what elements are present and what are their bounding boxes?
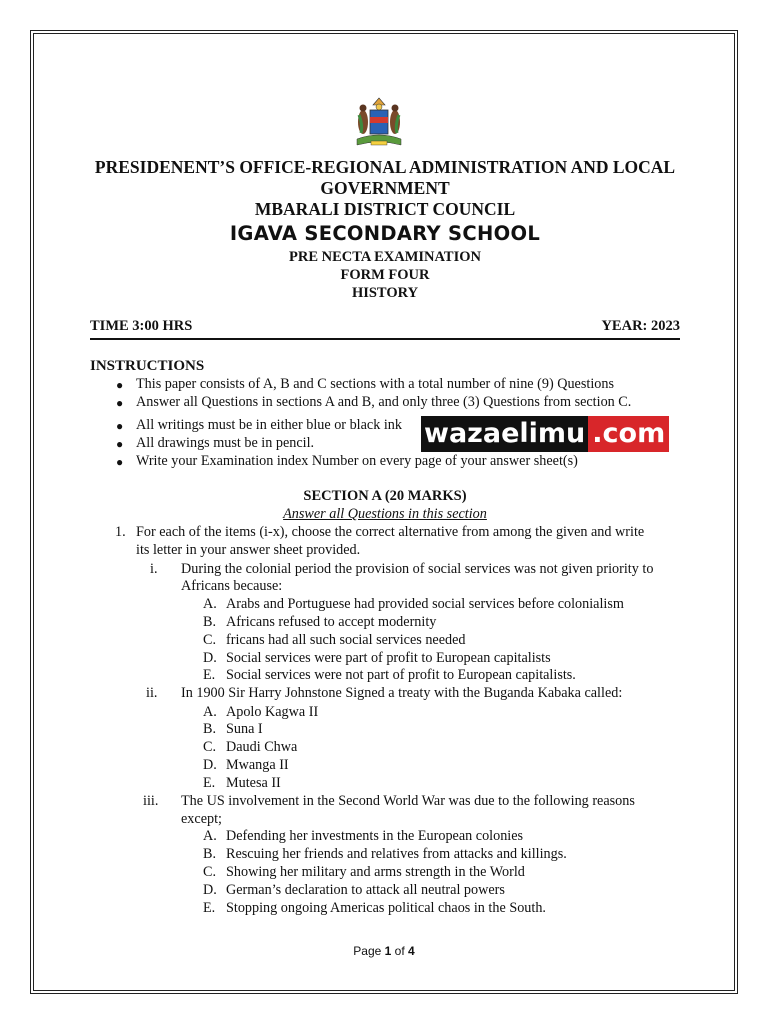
option-text: Apolo Kagwa II <box>226 704 319 720</box>
bullet-icon: ● <box>116 419 124 433</box>
option-text: Mutesa II <box>226 775 281 791</box>
instructions-title: INSTRUCTIONS <box>90 358 205 374</box>
option-letter: D. <box>203 882 217 898</box>
item-stem-line: The US involvement in the Second World War was due to the following reasons <box>181 793 635 809</box>
section-subtitle: Answer all Questions in this section <box>283 506 487 522</box>
option-text: Showing her military and arms strength in the World <box>226 864 525 880</box>
page-footer <box>0 944 768 958</box>
option-text: Suna I <box>226 721 263 737</box>
instruction-item: Write your Examination index Number on every page of your answer sheet(s) <box>136 453 578 469</box>
instruction-item: Answer all Questions in sections A and B, and only three (3) Questions from section C. <box>136 394 632 410</box>
option-letter: D. <box>203 650 217 666</box>
instruction-item: All drawings must be in pencil. <box>136 435 315 451</box>
item-number: ii. <box>146 685 158 701</box>
footer-current-page: 1 <box>384 944 392 958</box>
option-text: Social services were part of profit to European capitalists <box>226 650 551 666</box>
question-text-line: For each of the items (i-x), choose the correct alternative from among the given and write <box>136 524 645 540</box>
section-title: SECTION A (20 MARKS) <box>303 488 467 504</box>
item-stem-line: Africans because: <box>181 578 283 594</box>
option-letter: C. <box>203 739 217 755</box>
item-number: i. <box>150 561 158 577</box>
option-text: Defending her investments in the European colonies <box>226 828 524 844</box>
footer-prefix: Page <box>353 944 385 958</box>
footer-of: of <box>391 944 409 958</box>
exam-title: PRE NECTA EXAMINATION <box>288 249 481 265</box>
option-letter: A. <box>203 596 217 612</box>
header-line-1: PRESIDENENT’S OFFICE-REGIONAL ADMINISTRATION AND LOCAL <box>94 157 676 177</box>
option-text: Daudi Chwa <box>226 739 298 755</box>
option-text: Social services were not part of profit to European capitalists. <box>226 667 576 683</box>
option-letter: C. <box>203 864 217 880</box>
option-letter: E. <box>203 900 216 916</box>
coat-of-arms-emblem <box>351 95 407 151</box>
option-letter: E. <box>203 775 216 791</box>
option-text: German’s declaration to attack all neutral powers <box>226 882 505 898</box>
option-text: Stopping ongoing Americas political chaos in the South. <box>226 900 546 916</box>
option-letter: D. <box>203 757 217 773</box>
option-letter: C. <box>203 632 217 648</box>
footer-total-pages: 4 <box>408 944 415 958</box>
option-text: Africans refused to accept modernity <box>226 614 437 630</box>
header-divider <box>90 338 680 340</box>
bullet-icon: ● <box>116 378 124 392</box>
option-text: Mwanga II <box>226 757 289 773</box>
time-label: TIME 3:00 HRS <box>90 318 193 334</box>
watermark-banner <box>421 416 669 452</box>
watermark-part-2: .com <box>588 416 669 452</box>
bullet-icon: ● <box>116 396 124 410</box>
option-letter: B. <box>203 846 217 862</box>
option-text: fricans had all such social services needed <box>226 632 466 648</box>
school-name: IGAVA SECONDARY SCHOOL <box>229 222 541 245</box>
instruction-item: This paper consists of A, B and C sections with a total number of nine (9) Questions <box>136 376 614 392</box>
instruction-item: All writings must be in either blue or black ink <box>136 417 402 433</box>
bullet-icon: ● <box>116 437 124 451</box>
year-label: YEAR: 2023 <box>601 318 680 334</box>
item-stem-line: In 1900 Sir Harry Johnstone Signed a treaty with the Buganda Kabaka called: <box>181 685 623 701</box>
option-letter: B. <box>203 614 217 630</box>
subject-title: HISTORY <box>351 285 419 301</box>
item-number: iii. <box>143 793 159 809</box>
item-stem-line: During the colonial period the provision of social services was not given priority to <box>181 561 654 577</box>
question-number: 1. <box>115 524 126 540</box>
question-text-line: its letter in your answer sheet provided. <box>136 542 361 558</box>
option-letter: A. <box>203 828 217 844</box>
option-letter: A. <box>203 704 217 720</box>
item-stem-line: except; <box>181 811 222 827</box>
bullet-icon: ● <box>116 455 124 469</box>
header-line-3: MBARALI DISTRICT COUNCIL <box>254 199 516 219</box>
option-letter: E. <box>203 667 216 683</box>
option-letter: B. <box>203 721 217 737</box>
form-title: FORM FOUR <box>340 267 430 283</box>
watermark-part-1: wazaelimu <box>421 416 588 452</box>
option-text: Arabs and Portuguese had provided social services before colonialism <box>226 596 624 612</box>
header-line-2: GOVERNMENT <box>320 178 450 198</box>
option-text: Rescuing her friends and relatives from attacks and killings. <box>226 846 567 862</box>
